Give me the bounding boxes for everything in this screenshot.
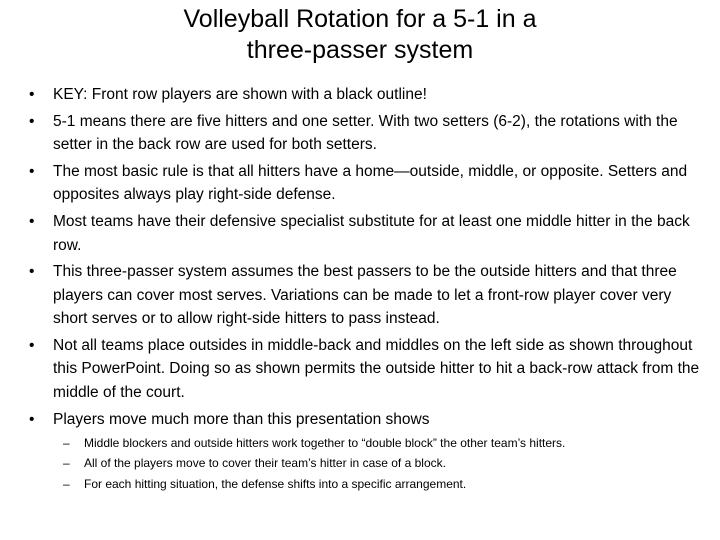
bullet-text: Not all teams place outsides in middle-back and middles on the left side as shown throughout this PowerPoint. Doing so as shown permits the outside hitter to hit a back-row attack from the middle of the court. <box>53 337 700 401</box>
bullet-text: Players move much more than this presentation shows <box>53 410 430 428</box>
bullet-marker: • <box>29 337 35 355</box>
bullet-text: Most teams have their defensive specialist substitute for at least one middle hitter in the back row. <box>53 213 690 254</box>
sub-bullet-marker: – <box>63 435 70 450</box>
sub-bullet-list <box>53 435 700 493</box>
bullet-basic-rule <box>0 160 720 207</box>
bullet-text: The most basic rule is that all hitters have a home—outside, middle, or opposite. Setters and opposites always play right-side defense. <box>53 163 688 204</box>
sub-bullet-text: All of the players move to cover their team’s hitter in case of a block. <box>84 456 446 471</box>
bullet-text: KEY: Front row players are shown with a black outline! <box>53 86 427 103</box>
bullet-defensive-specialist <box>0 210 720 257</box>
bullet-marker: • <box>29 112 35 130</box>
sub-bullet-defense-shift <box>0 476 700 493</box>
title-line-1: Volleyball Rotation for a 5-1 in a <box>183 5 537 33</box>
bullet-marker: • <box>29 410 35 428</box>
bullet-marker: • <box>29 263 35 281</box>
sub-bullet-double-block <box>0 435 700 452</box>
sub-bullet-marker: – <box>63 456 70 471</box>
bullet-placement <box>0 334 720 404</box>
bullet-marker: • <box>29 213 35 231</box>
bullet-list <box>0 83 720 496</box>
bullet-movement <box>0 408 720 493</box>
bullet-three-passer <box>0 260 720 330</box>
bullet-five-one <box>0 110 720 157</box>
sub-bullet-text: Middle blockers and outside hitters work together to “double block” the other team’s hitters. <box>84 435 566 450</box>
bullet-text: This three-passer system assumes the best passers to be the outside hitters and that three players can cover most serves. Variations can be made to let a front-row player cover very short serves or to allow right-side hitters to pass instead. <box>53 263 677 328</box>
title-line-2: three-passer system <box>246 36 474 64</box>
slide-title <box>60 4 660 66</box>
sub-bullet-cover-hitter <box>0 455 700 472</box>
bullet-marker: • <box>29 86 35 103</box>
bullet-key <box>0 83 720 106</box>
bullet-marker: • <box>29 163 35 180</box>
sub-bullet-text: For each hitting situation, the defense shifts into a specific arrangement. <box>84 476 467 491</box>
sub-bullet-marker: – <box>63 476 70 491</box>
bullet-text: 5-1 means there are five hitters and one setter. With two setters (6-2), the rotations with the setter in the back row are used for both setters. <box>53 112 678 154</box>
